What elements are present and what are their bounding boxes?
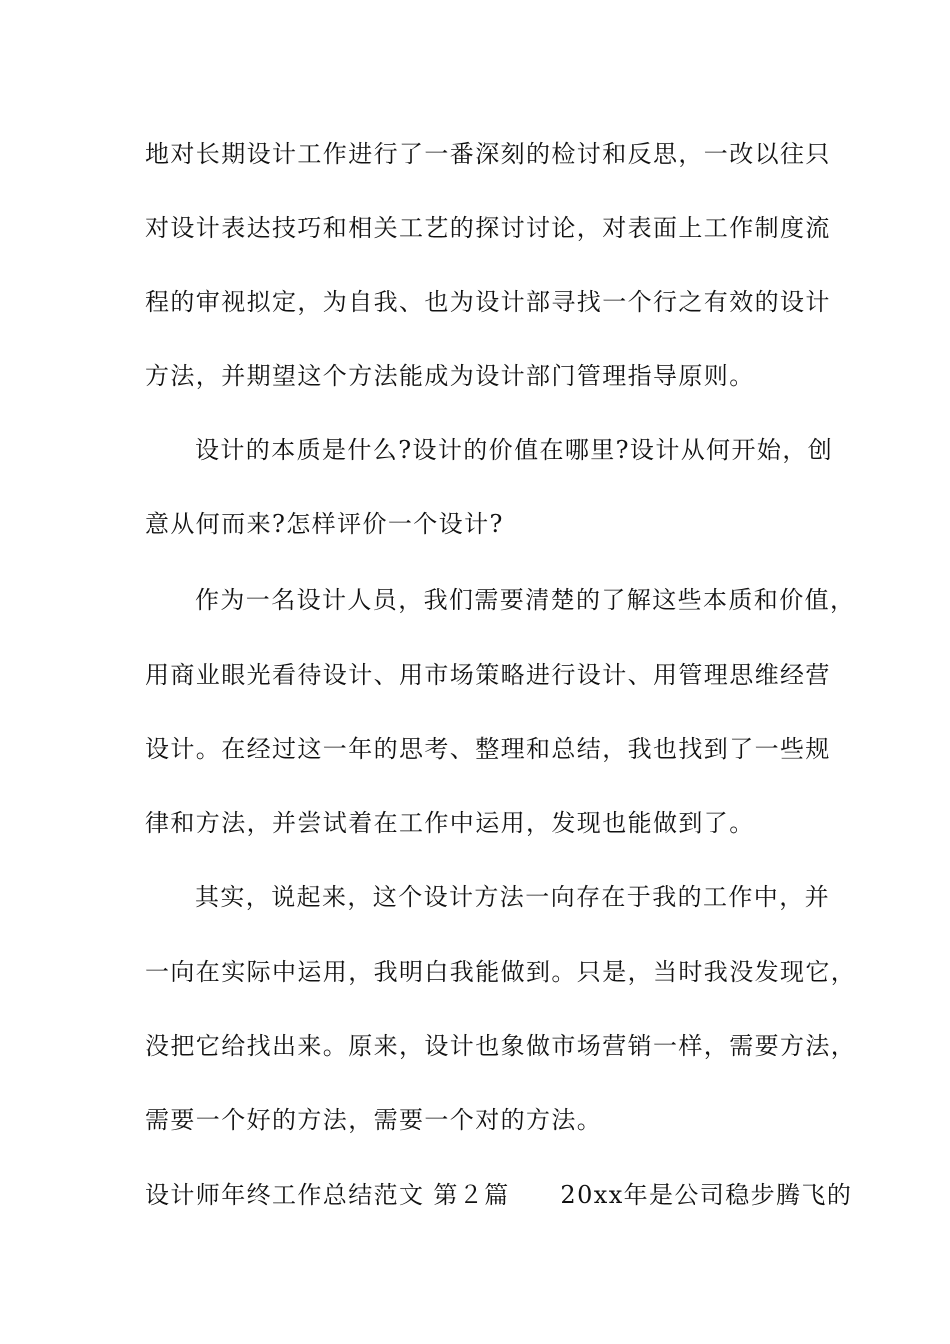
text-line: 用商业眼光看待设计、用市场策略进行设计、用管理思维经营 <box>145 661 831 689</box>
text-line: 一向在实际中运用，我明白我能做到。只是，当时我没发现它， <box>145 958 857 986</box>
text-line: 地对长期设计工作进行了一番深刻的检讨和反思，一改以往只 <box>145 140 831 168</box>
text-line: 对设计表达技巧和相关工艺的探讨讨论，对表面上工作制度流 <box>145 214 831 242</box>
paragraph-first-line: 其实，说起来，这个设计方法一向存在于我的工作中，并 <box>195 883 830 911</box>
text-line: 设计。在经过这一年的思考、整理和总结，我也找到了一些规 <box>145 735 831 763</box>
text-line: 没把它给找出来。原来，设计也象做市场营销一样，需要方法， <box>145 1032 857 1060</box>
text-line: 程的审视拟定，为自我、也为设计部寻找一个行之有效的设计 <box>145 288 831 316</box>
text-line: 方法，并期望这个方法能成为设计部门管理指导原则。 <box>145 362 755 390</box>
text-line: 律和方法，并尝试着在工作中运用，发现也能做到了。 <box>145 809 755 837</box>
section-heading-line: 设计师年终工作总结范文 第２篇 20xx年是公司稳步腾飞的 <box>145 1181 853 1209</box>
paragraph-first-line: 设计的本质是什么?设计的价值在哪里?设计从何开始，创 <box>195 436 834 464</box>
paragraph-first-line: 作为一名设计人员，我们需要清楚的了解这些本质和价值， <box>195 586 856 614</box>
text-line: 意从何而来?怎样评价一个设计? <box>145 510 504 538</box>
text-line: 需要一个好的方法，需要一个对的方法。 <box>145 1106 603 1134</box>
